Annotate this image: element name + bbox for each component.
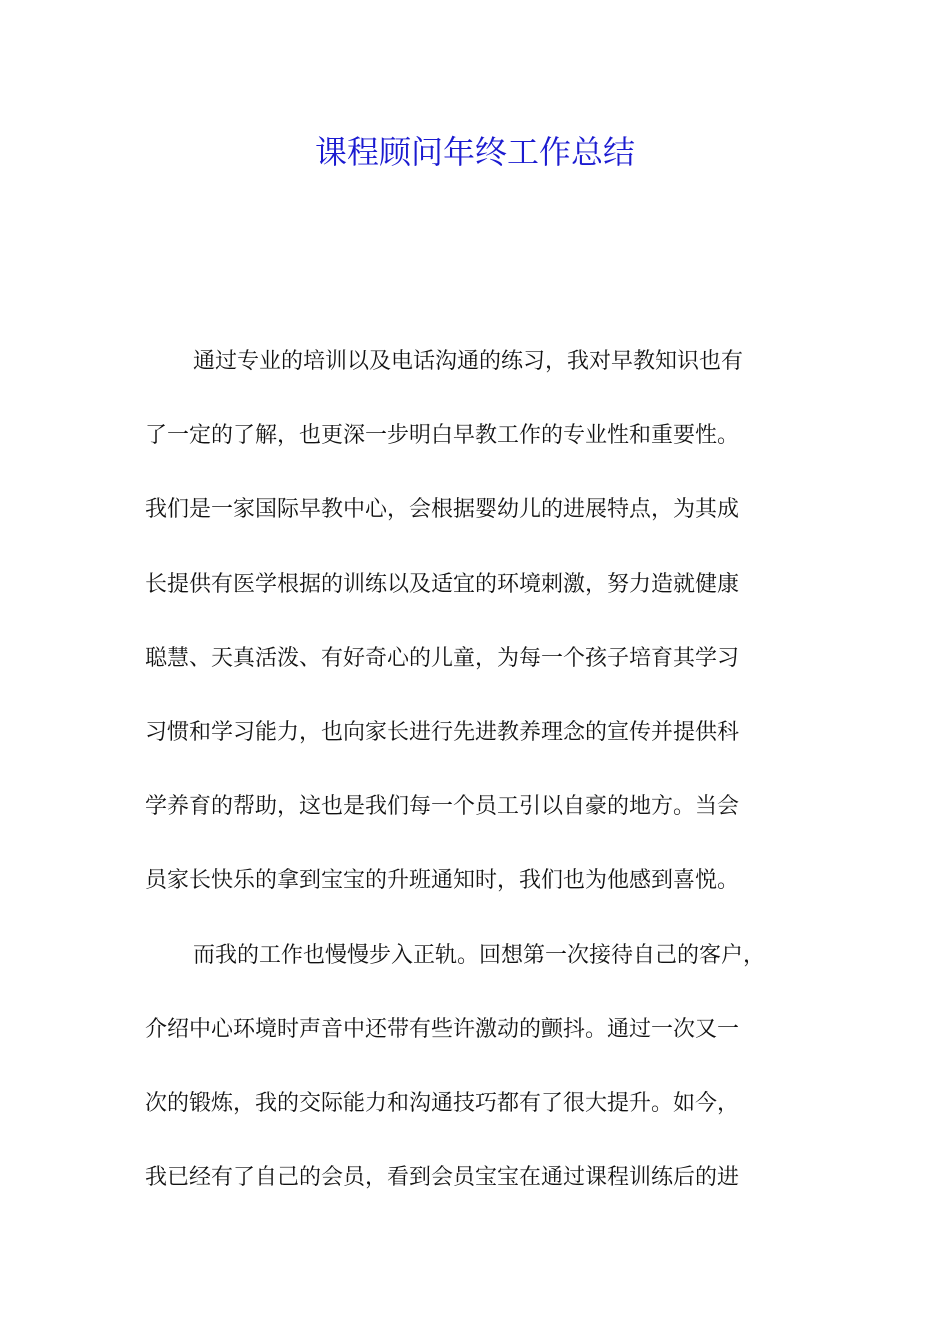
paragraph-1-line-2: 了一定的了解，也更深一步明白早教工作的专业性和重要性。 [145,423,740,449]
paragraph-1-line-1: 通过专业的培训以及电话沟通的练习，我对早教知识也有 [193,349,744,374]
paragraph-1-line-4: 长提供有医学根据的训练以及适宜的环境刺激，努力造就健康 [145,571,740,597]
paragraph-2-line-1: 而我的工作也慢慢步入正轨。回想第一次接待自己的客户， [193,942,766,968]
paragraph-2-line-3: 次的锻炼，我的交际能力和沟通技巧都有了很大提升。如今， [145,1090,740,1116]
paragraph-1-line-5: 聪慧、天真活泼、有好奇心的儿童，为每一个孩子培育其学习 [145,645,740,671]
document-title: 课程顾问年终工作总结 [314,133,635,171]
paragraph-1-line-6: 习惯和学习能力，也向家长进行先进教养理念的宣传并提供科 [145,719,740,745]
paragraph-2-line-4: 我已经有了自己的会员，看到会员宝宝在通过课程训练后的进 [145,1165,740,1191]
paragraph-2-line-2: 介绍中心环境时声音中还带有些许激动的颤抖。通过一次又一 [145,1016,740,1042]
paragraph-1-line-7: 学养育的帮助，这也是我们每一个员工引以自豪的地方。当会 [145,794,740,820]
paragraph-1-line-3: 我们是一家国际早教中心，会根据婴幼儿的进展特点，为其成 [145,497,740,523]
paragraph-1-line-8: 员家长快乐的拿到宝宝的升班通知时，我们也为他感到喜悦。 [145,868,740,894]
document-body [145,338,810,1228]
